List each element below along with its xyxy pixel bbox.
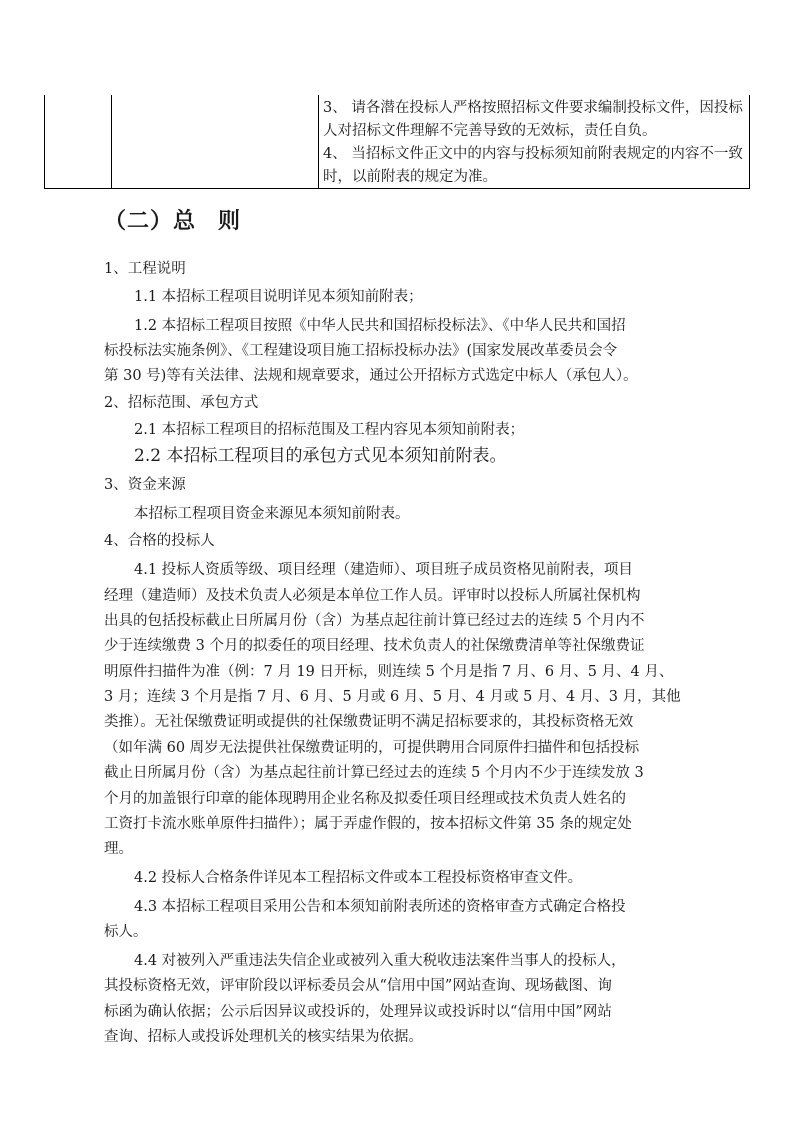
- table-cell-content: [319, 95, 749, 188]
- paragraph-4-1-line-4: 少于连续缴费 3 个月的拟委任的项目经理、技术负责人的社保缴费清单等社保缴费证: [104, 638, 645, 654]
- subsection-2-title: 2、招标范围、承包方式: [104, 395, 259, 411]
- table-cell-index: [45, 95, 112, 188]
- paragraph-1-2-line-2: 标投标法实施条例》、《工程建设项目施工招标投标办法》(国家发展改革委员会令: [104, 343, 618, 359]
- paragraph-1-2-line-3: 第 30 号)等有关法律、法规和规章要求，通过公开招标方式选定中标人（承包人）。: [104, 368, 638, 384]
- table-item-4-line-2: 时，以前附表的规定为准。: [323, 169, 497, 185]
- paragraph-4-4-line-2: 其投标资格无效，评审阶段以评标委员会从“信用中国”网站查询、现场截图、询: [104, 978, 612, 994]
- notice-table-fragment: [44, 95, 750, 189]
- subsection-4-title: 4、合格的投标人: [104, 533, 215, 549]
- paragraph-4-1-line-2: 经理（建造师）及技术负责人必须是本单位工作人员。评审时以投标人所属社保机构: [104, 588, 641, 604]
- paragraph-4-1-line-10: 个月的加盖银行印章的能体现聘用企业名称及拟委任项目经理或技术负责人姓名的: [104, 791, 626, 807]
- paragraph-1-1: 1.1 本招标工程项目说明详见本须知前附表；: [134, 289, 423, 305]
- paragraph-4-3-line-1: 4.3 本招标工程项目采用公告和本须知前附表所述的资格审查方式确定合格投: [134, 899, 626, 915]
- paragraph-4-1-line-7: 类推）。无社保缴费证明或提供的社保缴费证明不满足招标要求的，其投标资格无效: [104, 714, 634, 730]
- paragraph-4-1-line-8: （如年满 60 周岁无法提供社保缴费证明的，可提供聘用合同原件扫描件和包括投标: [104, 740, 640, 756]
- paragraph-4-1-line-11: 工资打卡流水账单原件扫描件）；属于弄虚作假的，按本招标文件第 35 条的规定处: [104, 816, 632, 832]
- paragraph-4-1-line-1: 4.1 投标人资质等级、项目经理（建造师）、项目班子成员资格见前附表，项目: [134, 562, 633, 578]
- table-item-3-line-1: 3、 请各潜在投标人严格按照招标文件要求编制投标文件，因投标: [323, 100, 743, 116]
- table-cell-item: [112, 95, 319, 188]
- paragraph-4-2: 4.2 投标人合格条件详见本工程招标文件或本工程投标资格审查文件。: [134, 870, 583, 886]
- paragraph-4-1-line-5: 明原件扫描件为准（例：7 月 19 日开标，则连续 5 个月是指 7 月、6 月、5 月、4 月、: [104, 664, 674, 680]
- paragraph-2-2: 2.2 本招标工程项目的承包方式见本须知前附表。: [134, 446, 507, 466]
- paragraph-4-1-line-6: 3 月；连续 3 个月是指 7 月、6 月、5 月或 6 月、5 月、4 月或 5 月、4 月、3 月，其他: [104, 689, 681, 705]
- paragraph-4-1-line-12: 理。: [104, 841, 133, 857]
- paragraph-4-3-line-2: 标人。: [104, 924, 148, 940]
- table-item-3-line-2: 人对招标文件理解不完善导致的无效标，责任自负。: [323, 123, 657, 139]
- table-item-4-line-1: 4、 当招标文件正文中的内容与投标须知前附表规定的内容不一致: [323, 146, 743, 162]
- paragraph-4-4-line-4: 查询、招标人或投诉处理机关的核实结果为依据。: [104, 1029, 423, 1045]
- subsection-1-title: 1、工程说明: [104, 261, 186, 277]
- section-heading-part-2: 则: [218, 208, 242, 234]
- paragraph-4-4-line-3: 标函为确认依据；公示后因异议或投诉的，处理异议或投诉时以“信用中国”网站: [104, 1004, 612, 1020]
- subsection-3-title: 3、资金来源: [104, 477, 186, 493]
- paragraph-4-1-line-3: 出具的包括投标截止日所属月份（含）为基点起往前计算已经过去的连续 5 个月内不: [104, 613, 645, 629]
- paragraph-4-4-line-1: 4.4 对被列入严重违法失信企业或被列入重大税收违法案件当事人的投标人，: [134, 953, 626, 969]
- section-heading-part-1: （二）总: [104, 208, 197, 234]
- paragraph-2-1: 2.1 本招标工程项目的招标范围及工程内容见本须知前附表；: [134, 422, 525, 438]
- section-heading: [104, 204, 241, 235]
- paragraph-4-1-line-9: 截止日所属月份（含）为基点起往前计算已经过去的连续 5 个月内不少于连续发放 3: [104, 765, 644, 781]
- paragraph-3-1: 本招标工程项目资金来源见本须知前附表。: [134, 506, 410, 522]
- paragraph-1-2-line-1: 1.2 本招标工程项目按照《中华人民共和国招标投标法》、《中华人民共和国招: [134, 318, 626, 334]
